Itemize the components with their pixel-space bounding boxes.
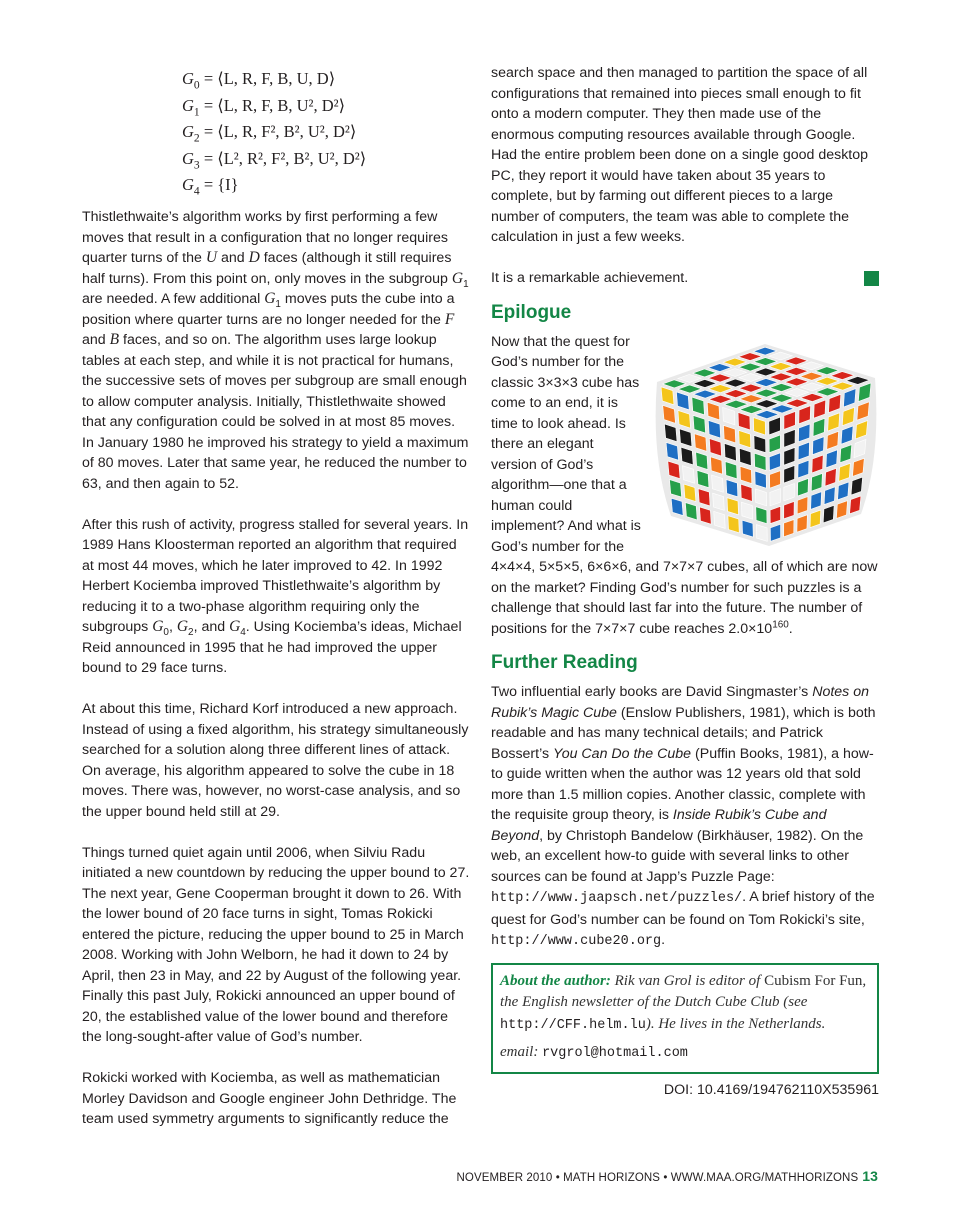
paragraph-further-reading: Two influential early books are David Singmaster’s Notes on Rubik’s Magic Cube (Enslow Publishers, 1981), which is both readable and has many technical details; and Patrick Bossert’s You Can Do the Cube (Puffin Books, 1981), a how-to guide written when the author was 12 years old that sold more than 1.5 million copies. Another classic, complete with the requisite group theory, is Inside Rubik’s Cube and Beyond, by Christoph Bandelow (Birkhäuser, 1982). On the web, an excellent how-to guide with several links to other sources can be found at Japp’s Puzzle Page: http://www.jaapsch.net/puzzles/. A brief history of the quest for God’s number can be found on Tom Rokicki’s site, http://www.cube20.org. xyxy=(491,684,876,949)
paragraph-kociemba: After this rush of activity, progress stalled for several years. In 1989 Hans Kloosterman reported an algorithm that required at most 44 moves, which he later improved to 42. In 1992 Herbert Kociemba improved Thistlethwaite’s algorithm by reducing it to a two-phase algorithm requiring only the subgroups $G_0$, $G_2$, and $G_4$. Using Kociemba’s ideas, Michael Reid announced in 1995 that he had improved the upper bound to 29 face turns. xyxy=(82,516,469,676)
equation-g0: $G_0$ = ⟨L, R, F, B, U, D⟩ xyxy=(182,69,336,92)
left-column xyxy=(82,207,470,1150)
paragraph-team: Rokicki worked with Kociemba, as well as mathematician Morley Davidson and Google engineer John Dethridge. The team used symmetry arguments to significantly reduce the xyxy=(82,1070,457,1127)
page-number: 13 xyxy=(862,1168,878,1184)
paragraph-achievement: It is a remarkable achievement. xyxy=(491,268,879,289)
equation-g1: $G_1$ = ⟨L, R, F, B, U², D²⟩ xyxy=(182,95,346,118)
equation-g4: $G_4 = \{I\}$ xyxy=(182,175,239,198)
end-of-article-square-icon xyxy=(864,271,879,286)
author-box-lead: About the author: xyxy=(500,972,611,989)
paragraph-epilogue: Now that the quest for God’s number for the classic 3×3×3 cube has come to an end, it is time to look ahead. Is there an elegant version of God’s algorithm—one that a human could implement? And what is God’s number for the 4×4×4, 5×5×5, 6×6×6, and 7×7×7 cubes, all of which are now on the market? Finding God’s number for such puzzles is a challenge that should last far into the future. The number of positions for the 7×7×7 cube reaches $2.0\times 10^{160}$. xyxy=(491,333,878,637)
right-column xyxy=(491,63,879,1100)
newsletter-name: Cubism For Fun xyxy=(764,972,863,989)
equation-g3: $G_3$ = ⟨L², R², F², B², U², D²⟩ xyxy=(182,148,367,171)
cube20-link[interactable]: http://www.cube20.org xyxy=(491,934,662,949)
epilogue-heading: Epilogue xyxy=(491,301,572,323)
paragraph-thistlethwaite: Thistlethwaite’s algorithm works by first performing a few moves that result in a configuration that no longer requires quarter turns of the U and D faces (although it still requires half turns). From this point on, only moves in the subgroup $G_1$ are needed. A few additional $G_1$ moves puts the cube into a position where quarter turns are no longer needed for the F and B faces, and so on. The algorithm uses large lookup tables at each step, and while it is not practical for humans, the successive sets of moves per subgroup are small enough to allow computer analysis. Initially, Thistlethwaite showed that any configuration could be solved in at most 85 moves. In January 1980 he improved his strategy to yield a maximum of 80 moves. Later that same year, he reduced the number to 63, and then again to 52. xyxy=(82,209,469,492)
cff-link[interactable]: http://CFF.helm.lu xyxy=(500,1017,646,1033)
email-label: email: xyxy=(500,1044,543,1060)
author-email-link[interactable]: rvgrol@hotmail.com xyxy=(542,1046,688,1061)
subgroup-equations xyxy=(182,66,366,199)
page-footer xyxy=(457,1168,878,1184)
rubiks-cube-7x7-icon xyxy=(649,338,881,550)
equation-g2: $G_2$ = ⟨L, R, F², B², U², D²⟩ xyxy=(182,122,357,145)
doi: DOI: 10.4169/194762110X535961 xyxy=(663,1081,879,1098)
paragraph-search-space: search space and then managed to partition the space of all configurations that remained into pieces small enough to fit onto a modern computer. They then made use of the enormous computing resources available through Google. Had the entire problem been done on a single good desktop PC, they report it would have taken about 35 years to complete, but by farming out different pieces to a large number of computers, the team was able to complete the calculation in just a few weeks. xyxy=(491,65,869,245)
further-reading-heading: Further Reading xyxy=(491,652,638,673)
footer-running-text: NOVEMBER 2010 • MATH HORIZONS • WWW.MAA.ORG/MATHHORIZONS xyxy=(456,1172,859,1184)
paragraph-korf: At about this time, Richard Korf introduced a new approach. Instead of using a fixed algorithm, his strategy simultaneously searched for a solution along three different lines of attack. On average, his algorithm appeared to solve the cube in 18 moves. There was, however, no worst-case analysis, and so the upper bound held still at 29. xyxy=(82,701,469,820)
jaapsch-link[interactable]: http://www.jaapsch.net/puzzles/ xyxy=(491,891,743,906)
paragraph-rokicki: Things turned quiet again until 2006, when Silviu Radu initiated a new countdown by reducing the upper bound to 27. The next year, Gene Cooperman brought it down to 26. With the lower bound of 20 face turns in sight, Tomas Rokicki entered the picture, reducing the upper bound to 25 in March 2008. Working with John Welborn, he had it down to 24 by April, then 23 in May, and 22 by August of the following year. Finally this past July, Rokicki announced an upper bound of 20, the established value of the lower bound and therefore the long-sought-after value of God’s number. xyxy=(82,844,470,1045)
about-the-author-box: About the author: Rik van Grol is editor of Cubism For Fun, the English newsletter of the Dutch Cube Club (see http://CFF.helm.lu). He lives in the Netherlands. email: rvgrol@hotmail.com xyxy=(491,963,879,1074)
